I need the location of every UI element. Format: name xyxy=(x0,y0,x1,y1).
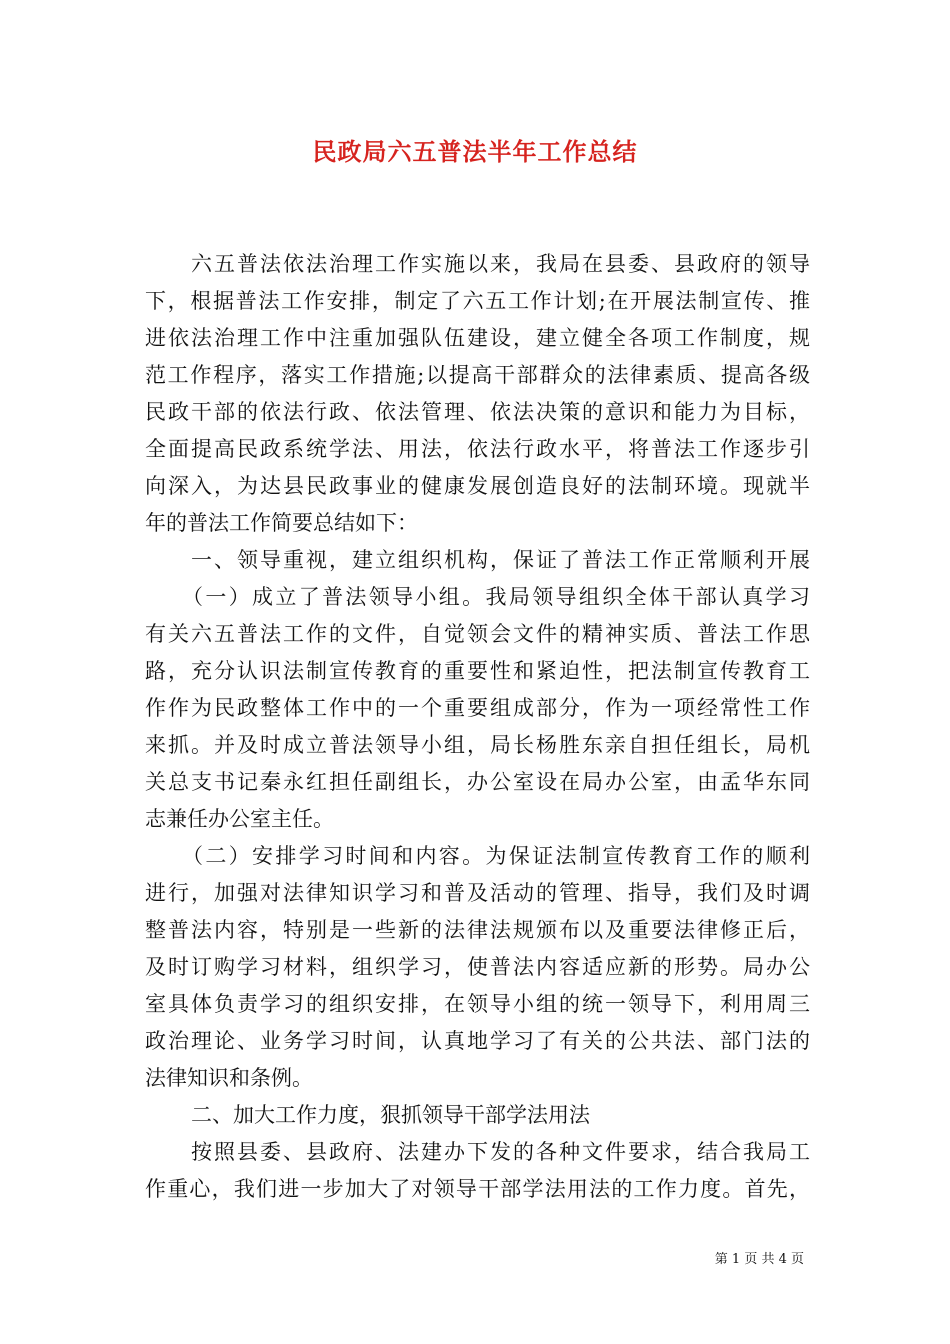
body-line: 关总支书记秦永红担任副组长，办公室设在局办公室，由孟华东同 xyxy=(145,770,810,794)
body-line: 民政干部的依法行政、依法管理、依法决策的意识和能力为目标， xyxy=(145,400,810,424)
document-title: 民政局六五普法半年工作总结 xyxy=(312,137,638,166)
body-line: 按照县委、县政府、法建办下发的各种文件要求，结合我局工 xyxy=(191,1140,810,1164)
body-line: 室具体负责学习的组织安排，在领导小组的统一领导下，利用周三 xyxy=(145,992,810,1016)
section-heading: 二、加大工作力度，狠抓领导干部学法用法 xyxy=(191,1103,590,1127)
body-line: 及时订购学习材料，组织学习，使普法内容适应新的形势。局办公 xyxy=(145,955,810,979)
body-line: 下，根据普法工作安排，制定了六五工作计划;在开展法制宣传、推 xyxy=(145,289,810,313)
body-line: 路，充分认识法制宣传教育的重要性和紧迫性，把法制宣传教育工 xyxy=(145,659,810,683)
body-line: 进行，加强对法律知识学习和普及活动的管理、指导，我们及时调 xyxy=(145,881,810,905)
body-line: 政治理论、业务学习时间，认真地学习了有关的公共法、部门法的 xyxy=(145,1029,810,1053)
body-line: 六五普法依法治理工作实施以来，我局在县委、县政府的领导 xyxy=(191,252,810,276)
subsection-heading: （二）安排学习时间和内容。为保证法制宣传教育工作的顺利 xyxy=(182,844,810,868)
body-line: 向深入，为达县民政事业的健康发展创造良好的法制环境。现就半 xyxy=(145,474,810,498)
body-line: 来抓。并及时成立普法领导小组，局长杨胜东亲自担任组长，局机 xyxy=(145,733,810,757)
page-number: 第 1 页 共 4 页 xyxy=(714,1252,804,1267)
body-line: 全面提高民政系统学法、用法，依法行政水平，将普法工作逐步引 xyxy=(145,437,810,461)
body-line: 范工作程序，落实工作措施;以提高干部群众的法律素质、提高各级 xyxy=(145,363,810,387)
body-line: 进依法治理工作中注重加强队伍建设，建立健全各项工作制度，规 xyxy=(145,326,810,350)
body-line: 年的普法工作简要总结如下： xyxy=(145,511,418,535)
body-line: 作重心，我们进一步加大了对领导干部学法用法的工作力度。首先， xyxy=(145,1177,810,1201)
body-line: 有关六五普法工作的文件，自觉领会文件的精神实质、普法工作思 xyxy=(145,622,810,646)
subsection-heading: （一）成立了普法领导小组。我局领导组织全体干部认真学习 xyxy=(182,585,810,609)
body-line: 法律知识和条例。 xyxy=(145,1066,313,1090)
section-heading: 一、领导重视，建立组织机构，保证了普法工作正常顺利开展 xyxy=(191,548,810,572)
body-line: 整普法内容，特别是一些新的法律法规颁布以及重要法律修正后， xyxy=(145,918,810,942)
body-line: 作作为民政整体工作中的一个重要组成部分，作为一项经常性工作 xyxy=(145,696,810,720)
body-line: 志兼任办公室主任。 xyxy=(145,807,334,831)
